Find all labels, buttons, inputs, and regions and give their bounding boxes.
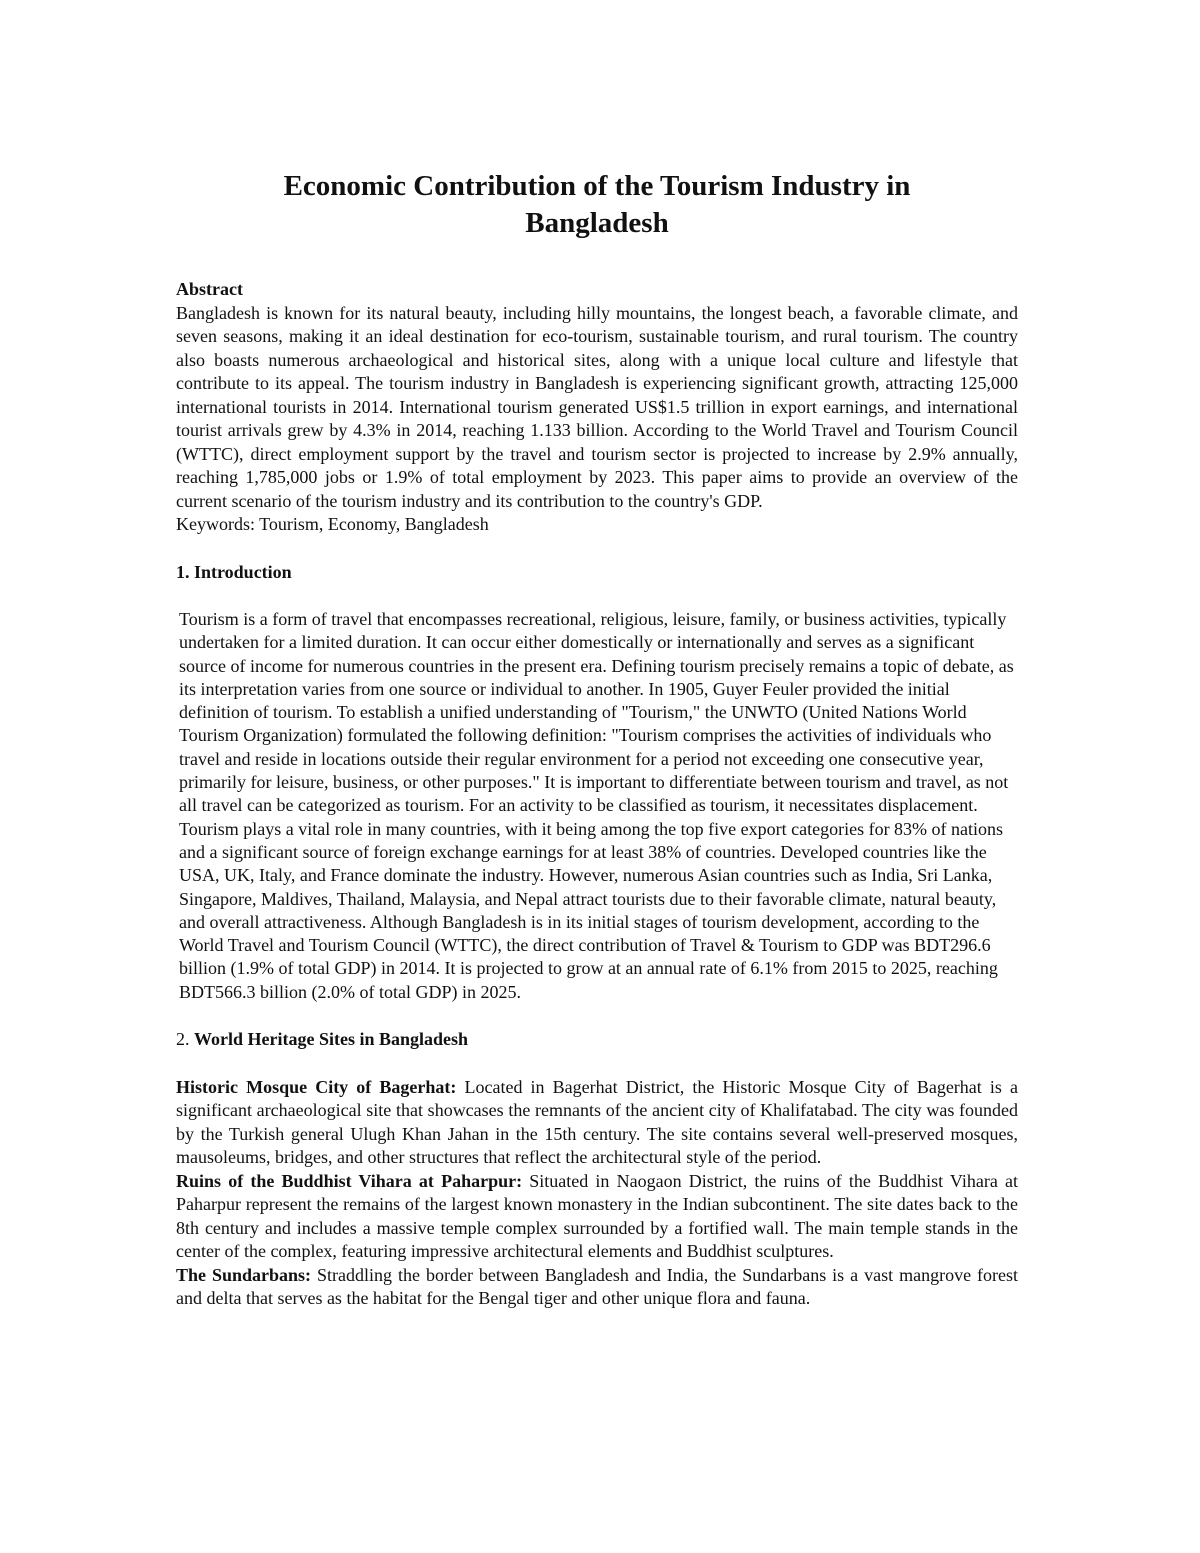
introduction-section — [176, 561, 1018, 1005]
title-line-2: Bangladesh — [525, 207, 669, 239]
introduction-heading-text: 1. Introduction — [176, 561, 292, 582]
site-entry-paharpur — [176, 1170, 1018, 1264]
heritage-heading — [176, 1028, 1018, 1052]
keywords-line: Keywords: Tourism, Economy, Bangladesh — [176, 514, 489, 534]
site-description: Located in Bagerhat District, the Historic Mosque City of Bagerhat is a significant archaeological site that showcases the remnants of the ancient city of Khalifatabad. The city was founded by the Turkish general Ulugh Khan Jahan in the 15th century. The site contains several well-preserved mosques, mausoleums, bridges, and other structures that reflect the architectural style of the period. — [176, 1076, 1018, 1168]
introduction-body: Tourism is a form of travel that encompasses recreational, religious, leisure, family, or business activities, typically undertaken for a limited duration. It can occur either domestically or internationally and serves as a significant source of income for numerous countries in the present era. Defining tourism precisely remains a topic of debate, as its interpretation varies from one source or individual to another. In 1905, Guyer Feuler provided the initial definition of tourism. To establish a unified understanding of "Tourism," the UNWTO (United Nations World Tourism Organization) formulated the following definition: "Tourism comprises the activities of individuals who travel and reside in locations outside their regular environment for a period not exceeding one consecutive year, primarily for leisure, business, or other purposes." It is important to differentiate between tourism and travel, as not all travel can be categorized as tourism. For an activity to be classified as tourism, it necessitates displacement. Tourism plays a vital role in many countries, with it being among the top five export categories for 83% of nations and a significant source of foreign exchange earnings for at least 38% of countries. Developed countries like the USA, UK, Italy, and France dominate the industry. However, numerous Asian countries such as India, Sri Lanka, Singapore, Maldives, Thailand, Malaysia, and Nepal attract tourists due to their favorable climate, natural beauty, and overall attractiveness. Although Bangladesh is in its initial stages of tourism development, according to the World Travel and Tourism Council (WTTC), the direct contribution of Travel & Tourism to GDP was BDT296.6 billion (1.9% of total GDP) in 2014. It is projected to grow at an annual rate of 6.1% from 2015 to 2025, reaching BDT566.3 billion (2.0% of total GDP) in 2025. — [179, 609, 1014, 1002]
heritage-section — [176, 1028, 1018, 1311]
site-entry-bagerhat — [176, 1076, 1018, 1170]
page-title — [176, 168, 1018, 242]
heritage-heading-text: World Heritage Sites in Bangladesh — [194, 1029, 469, 1050]
abstract-heading: Abstract — [176, 279, 243, 299]
introduction-heading — [176, 561, 1018, 585]
site-description: Straddling the border between Bangladesh and India, the Sundarbans is a vast mangrove forest and delta that serves as the habitat for the Bengal tiger and other unique flora and fauna. — [176, 1264, 1019, 1309]
site-name: The Sundarbans: — [176, 1264, 312, 1285]
title-line-1: Economic Contribution of the Tourism Industry in — [283, 170, 911, 202]
site-name: Ruins of the Buddhist Vihara at Paharpur: — [176, 1170, 523, 1191]
abstract-section — [176, 278, 1018, 537]
site-description: Situated in Naogaon District, the ruins of the Buddhist Vihara at Paharpur represent the remains of the largest known monastery in the Indian subcontinent. The site dates back to the 8th century and includes a massive temple complex surrounded by a fortified wall. The main temple stands in the center of the complex, featuring impressive architectural elements and Buddhist sculptures. — [176, 1170, 1018, 1262]
heritage-heading-number: 2. — [176, 1029, 190, 1050]
site-name: Historic Mosque City of Bagerhat: — [176, 1076, 457, 1097]
abstract-body: Bangladesh is known for its natural beauty, including hilly mountains, the longest beach, a favorable climate, and seven seasons, making it an ideal destination for eco-tourism, sustainable tourism, and rural tourism. The country also boasts numerous archaeological and historical sites, along with a unique local culture and lifestyle that contribute to its appeal. The tourism industry in Bangladesh is experiencing significant growth, attracting 125,000 international tourists in 2014. International tourism generated US$1.5 trillion in export earnings, and international tourist arrivals grew by 4.3% in 2014, reaching 1.133 billion. According to the World Travel and Tourism Council (WTTC), direct employment support by the travel and tourism sector is projected to increase by 2.9% annually, reaching 1,785,000 jobs or 1.9% of total employment by 2023. This paper aims to provide an overview of the current scenario of the tourism industry and its contribution to the country's GDP. — [176, 302, 1018, 511]
document-page — [176, 168, 1018, 1311]
site-entry-sundarbans — [176, 1264, 1018, 1311]
